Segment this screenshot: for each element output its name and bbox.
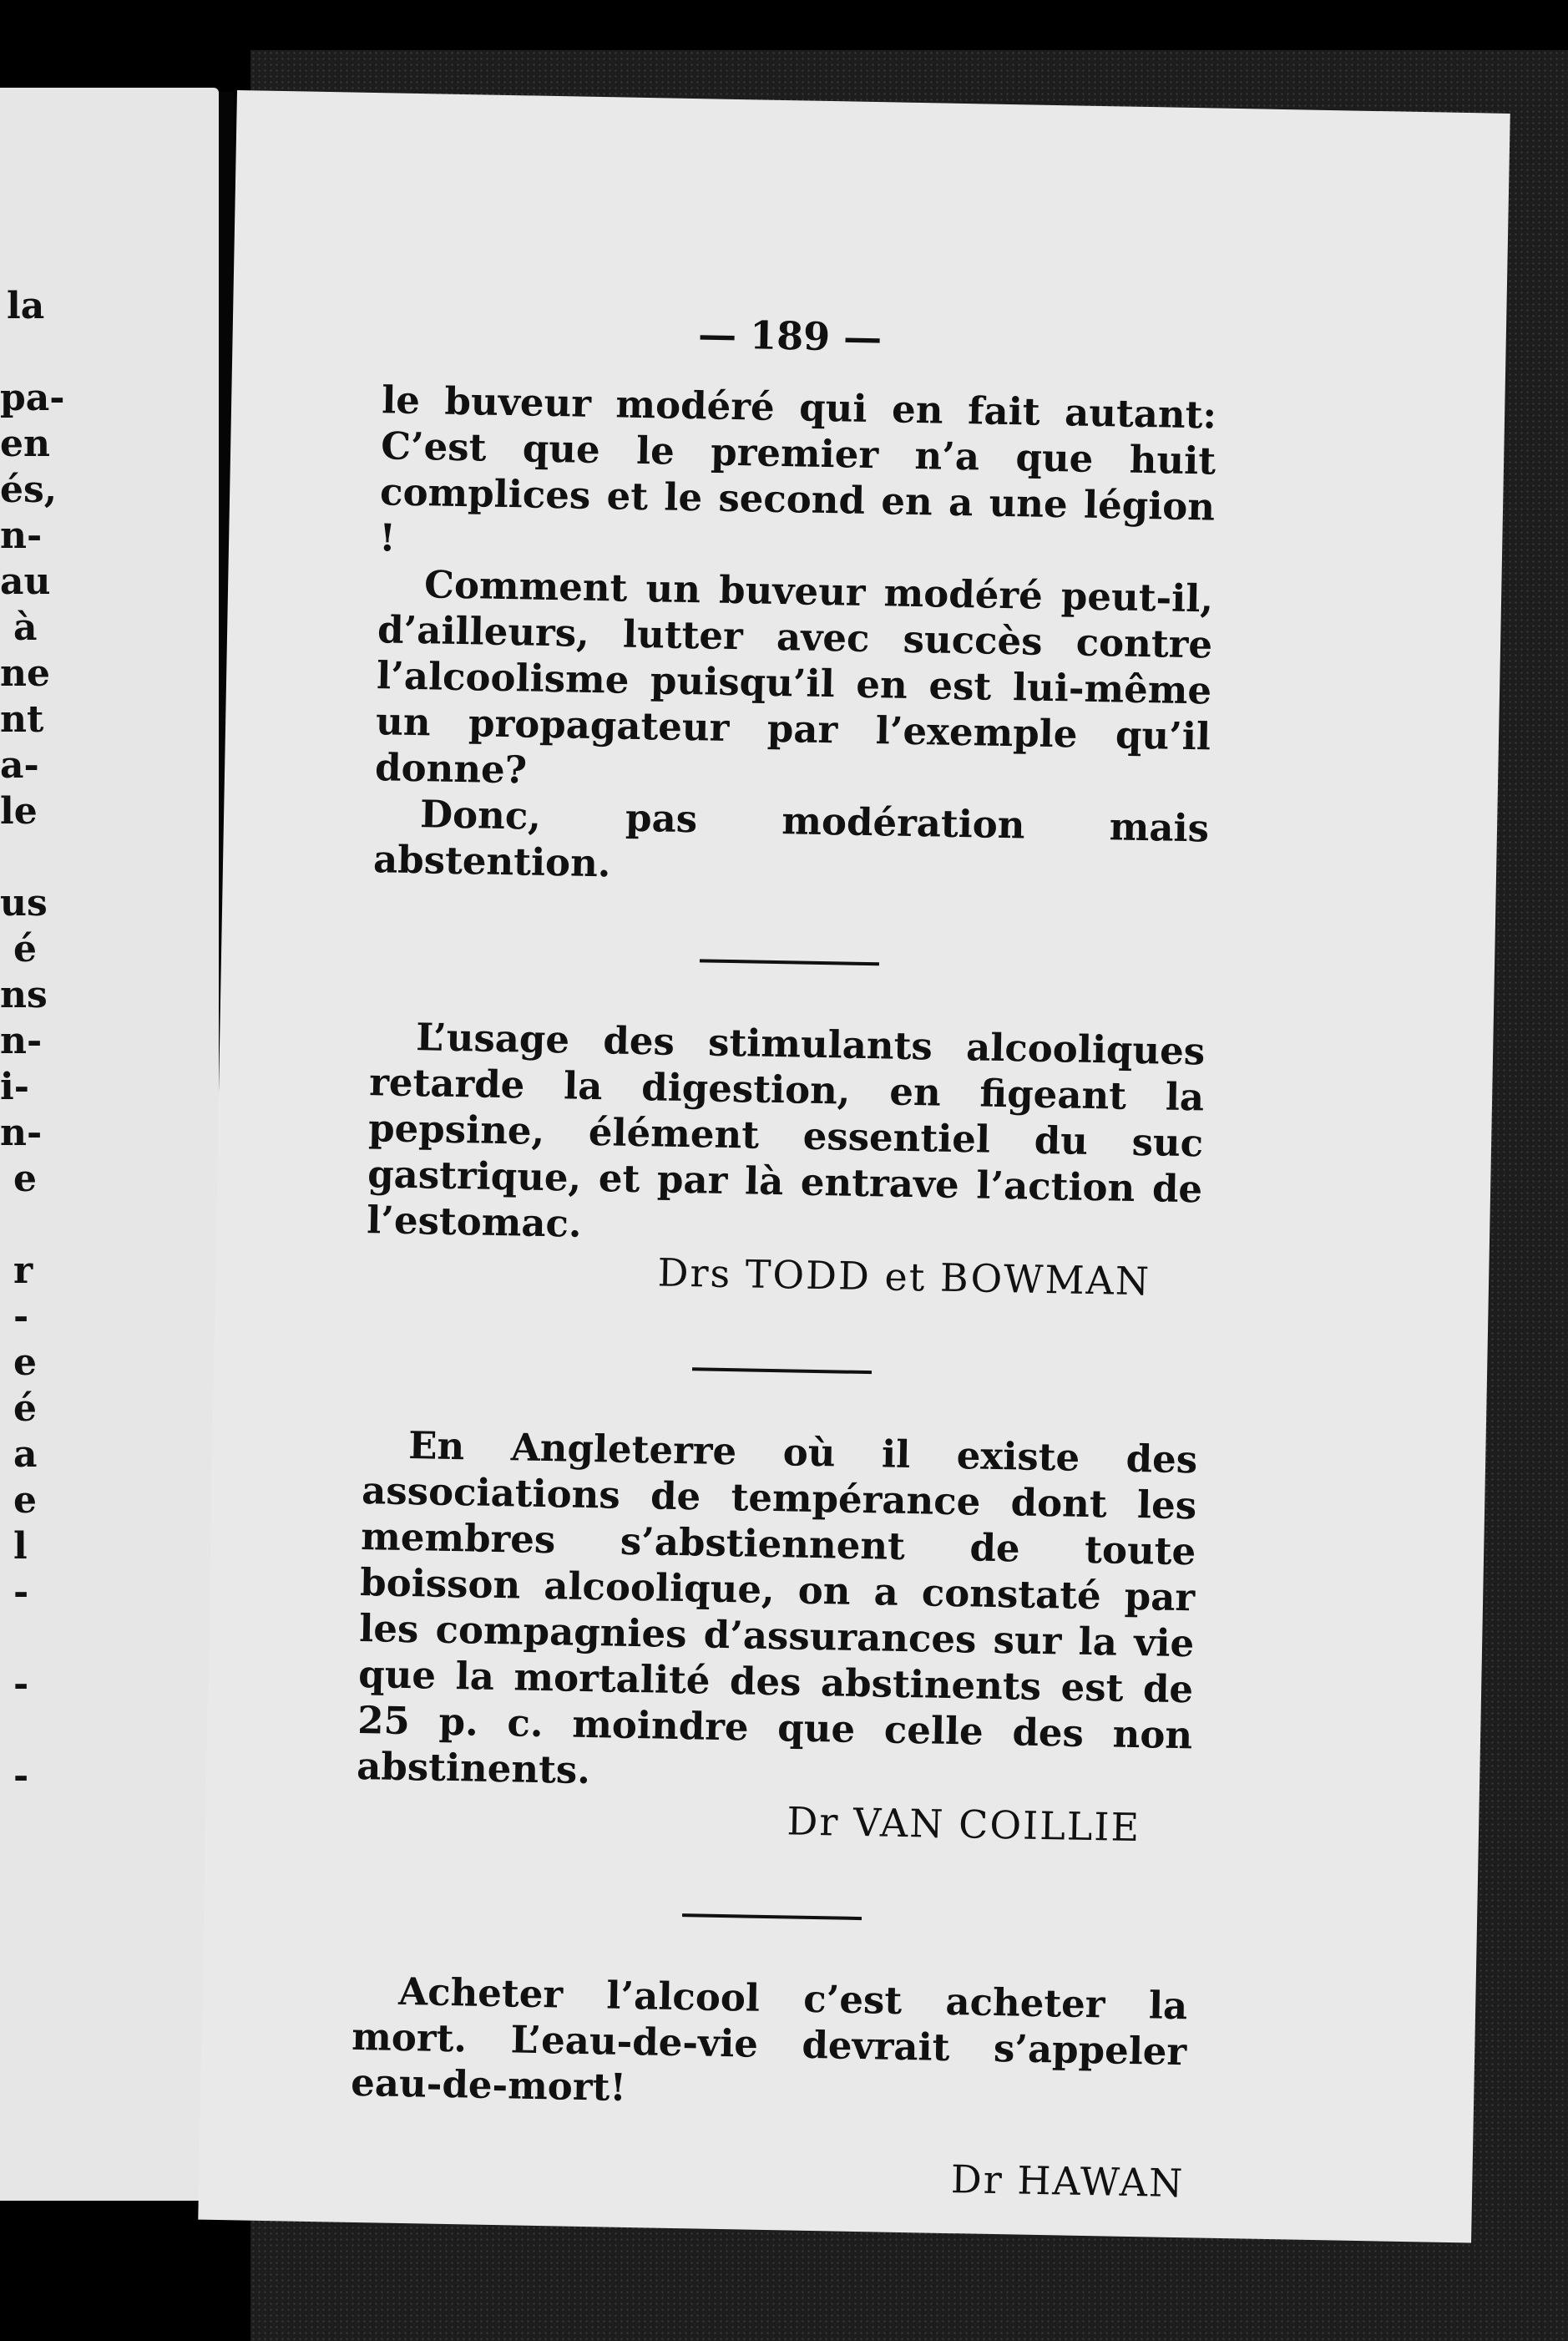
margin-fragment: au — [0, 560, 51, 603]
quote-author: Dr HAWAN — [950, 2156, 1185, 2207]
section-divider — [682, 1913, 862, 1920]
margin-fragment: - — [13, 1571, 29, 1614]
quote-author: Dr VAN COILLIE — [787, 1798, 1141, 1851]
margin-fragment: n- — [0, 1112, 43, 1154]
page-text — [349, 377, 1217, 2207]
section-divider — [691, 1367, 871, 1374]
margin-fragment: ne — [0, 652, 50, 695]
margin-fragment: é — [13, 1387, 37, 1430]
section-divider — [699, 959, 878, 965]
quote-author: Drs TODD et BOWMAN — [657, 1249, 1151, 1305]
quote-todd-bowman: L’usage des stimulants alcooliques retarde la digestion, en figeant la pepsine, élément essentiel du suc gastrique, et par là entrave l’action de l’estomac. — [366, 1015, 1206, 1246]
paragraph: Comment un buveur modéré peut-il, d’ailleurs, lutter avec succès contre l’alcoolisme puisqu’il en est lui-même un propagateur par l’exemple qu’il donne? — [374, 562, 1214, 793]
margin-fragment: e — [13, 1479, 37, 1522]
margin-fragment: i- — [0, 1066, 29, 1108]
paragraph-continuation: le buveur modéré qui en fait autant: C’est que le premier n’a que huit complices et le second en a une légion ! — [378, 377, 1217, 560]
paragraph-conclusion: Donc, pas modération mais abstention. — [372, 792, 1210, 886]
margin-fragment: a — [13, 1433, 38, 1476]
margin-fragment: le — [0, 790, 38, 833]
margin-fragment: r — [13, 1249, 33, 1292]
margin-fragment: la — [7, 285, 45, 327]
margin-fragment: nt — [0, 698, 44, 741]
margin-fragment: e — [13, 1158, 37, 1200]
margin-fragment: e — [13, 1341, 37, 1384]
margin-fragment: a- — [0, 744, 39, 787]
margin-fragment: n- — [0, 514, 43, 557]
margin-fragment: és, — [0, 469, 58, 511]
margin-fragment: us — [0, 882, 48, 925]
right-page — [198, 90, 1510, 2243]
margin-fragment: en — [0, 423, 50, 465]
left-page — [0, 88, 219, 2201]
margin-fragment: - — [13, 1295, 29, 1338]
margin-fragment: - — [13, 1755, 29, 1797]
margin-fragment: ns — [0, 974, 48, 1016]
margin-fragment: é — [13, 928, 37, 970]
margin-fragment: - — [13, 1663, 29, 1705]
margin-fragment: n- — [0, 1020, 43, 1062]
margin-fragment: à — [13, 606, 38, 649]
quote-hawan: Acheter l’alcool c’est acheter la mort. L’eau-de-vie devrait s’appeler eau-de-mort! — [350, 1969, 1188, 2110]
margin-fragment: pa- — [0, 377, 65, 419]
margin-fragment: l — [13, 1525, 28, 1568]
quote-van-coillie: En Angleterre où il existe des associations de tempérance dont les membres s’abstiennent de toute boisson alcoolique, on a constaté par les compagnies d’assurances sur la vie que la mortalité des abstinents est de 25 p. c. moindre que celle des non abstinents. — [356, 1423, 1198, 1793]
page-number: — 189 — — [697, 312, 883, 361]
